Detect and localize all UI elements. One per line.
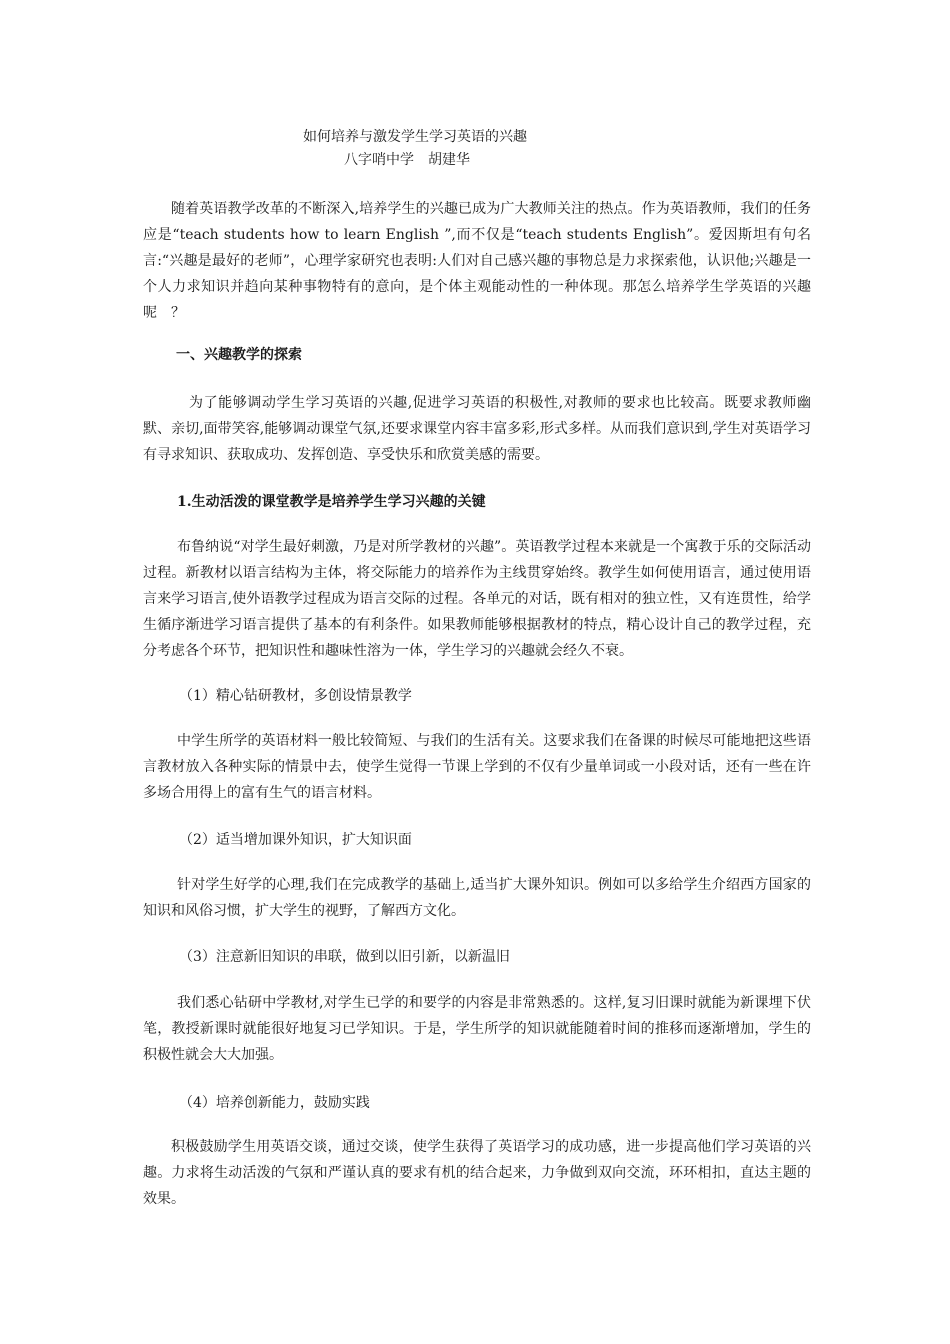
- item-heading-1: （1）精心钻研教材，多创设情景教学: [179, 688, 412, 704]
- item-heading-3: （3）注意新旧知识的串联，做到以旧引新，以新温旧: [179, 949, 510, 965]
- item-heading-4: （4）培养创新能力，鼓励实践: [179, 1095, 370, 1111]
- subsection-paragraph-1: 布鲁纳说“对学生最好刺激，乃是对所学教材的兴趣”。英语教学过程本来就是一个寓教于乐的交际活动过程。新教材以语言结构为主体，将交际能力的培养作为主线贯穿始终。教学生如何使用语言，通过使用语言来学习语言,使外语教学过程成为语言交际的过程。各单元的对话，既有相对的独立性，又有连贯性，给学生循序渐进学习语言提供了基本的有利条件。如果教师能够根据教材的特点，精心设计自己的教学过程，充分考虑各个环节，把知识性和趣味性溶为一体，学生学习的兴趣就会经久不衰。: [143, 539, 811, 659]
- item-heading-2: （2）适当增加课外知识，扩大知识面: [179, 832, 412, 848]
- subsection-heading-1: 1.生动活泼的课堂教学是培养学生学习兴趣的关键: [177, 494, 486, 510]
- item-paragraph-4: 积极鼓励学生用英语交谈，通过交谈，使学生获得了英语学习的成功感，进一步提高他们学习英语的兴趣。力求将生动活泼的气氛和严谨认真的要求有机的结合起来，力争做到双向交流，环环相扣，直达主题的效果。: [143, 1139, 811, 1207]
- item-paragraph-3: 我们悉心钻研中学教材,对学生已学的和要学的内容是非常熟悉的。这样,复习旧课时就能为新课埋下伏笔，教授新课时就能很好地复习已学知识。于是，学生所学的知识就能随着时间的推移而逐渐增加，学生的积极性就会大大加强。: [143, 995, 811, 1063]
- intro-paragraph: 随着英语教学改革的不断深入,培养学生的兴趣已成为广大教师关注的热点。作为英语教师，我们的任务应是“teach students how to learn English ”,而不仅是“teach students English”。爱因斯坦有句名言:“兴趣是最好的老师”，心理学家研究也表明:人们对自己感兴趣的事物总是力求探索他，认识他;兴趣是一个人力求知识并趋向某种事物特有的意向，是个体主观能动性的一种体现。那怎么培养学生学英语的兴趣呢 ？: [143, 201, 811, 321]
- item-paragraph-1: 中学生所学的英语材料一般比较简短、与我们的生活有关。这要求我们在备课的时候尽可能地把这些语言教材放入各种实际的情景中去，使学生觉得一节课上学到的不仅有少量单词或一小段对话，还有一些在许多场合用得上的富有生气的语言材料。: [143, 733, 811, 801]
- author-line: 八字哨中学 胡建华: [344, 152, 470, 168]
- item-paragraph-2: 针对学生好学的心理,我们在完成教学的基础上,适当扩大课外知识。例如可以多给学生介绍西方国家的知识和风俗习惯，扩大学生的视野，了解西方文化。: [143, 877, 811, 919]
- section-paragraph-1: 为了能够调动学生学习英语的兴趣,促进学习英语的积极性,对教师的要求也比较高。既要求教师幽默、亲切,面带笑容,能够调动课堂气氛,还要求课堂内容丰富多彩,形式多样。从而我们意识到,学生对英语学习有寻求知识、获取成功、发挥创造、享受快乐和欣赏美感的需要。: [143, 395, 811, 463]
- section-heading-1: 一、兴趣教学的探索: [176, 347, 302, 363]
- document-title: 如何培养与激发学生学习英语的兴趣: [303, 129, 527, 145]
